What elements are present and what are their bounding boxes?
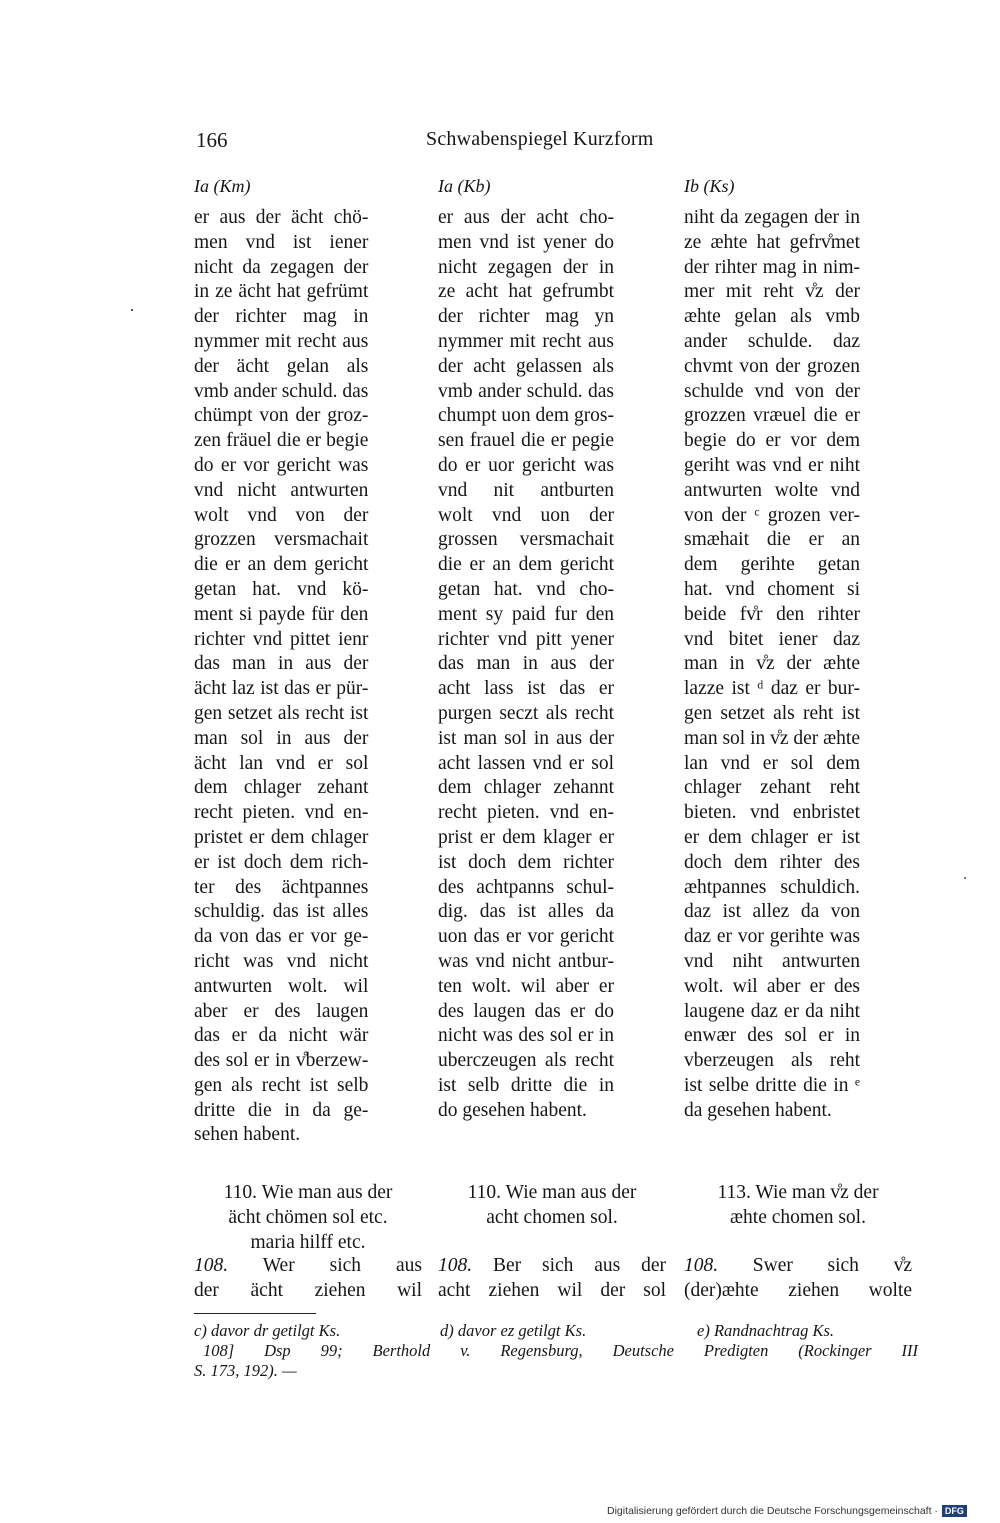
text-line: nicht da zegagen der (194, 256, 369, 278)
heading-line: ächt chömen sol etc. (228, 1207, 388, 1228)
heading-line: 110. Wie man aus der (467, 1182, 637, 1203)
text-line: æhte gelan als vmb (684, 306, 861, 328)
text-line: vnd bitet iener daz (684, 628, 861, 650)
text-line: schulde vnd von der (684, 380, 861, 402)
digitization-text: Digitalisierung gefördert durch die Deutsche Forschungsgemeinschaft · (607, 1505, 938, 1517)
text-line: nymmer mit recht aus (438, 330, 615, 352)
text-line: der ächt gelan als (194, 355, 369, 377)
text-line: prist er dem klager er (438, 826, 615, 848)
text-line: do er uor gericht was (438, 454, 615, 476)
text-line: smæhait die er an (684, 529, 861, 551)
text-line: dem chlager zehant (194, 777, 369, 799)
section-number: 108. (194, 1255, 229, 1276)
text-line: do gesehen habent. (438, 1099, 587, 1121)
section-start (684, 1254, 912, 1304)
text-line: men vnd ist iener (194, 231, 369, 253)
heading-line: acht chomen sol. (486, 1207, 618, 1228)
text-line: des sol er in v̊berzew- (194, 1050, 369, 1072)
section-start (194, 1254, 422, 1304)
section-number: 108. (684, 1255, 719, 1276)
column-siglum: Ia (Kb) (438, 176, 491, 196)
text-line: doch dem rihter des (684, 851, 861, 873)
text-line: laugene daz er da niht (684, 1000, 861, 1022)
section-text-line: Wer sich aus (262, 1255, 422, 1276)
text-line: nicht zegagen der in (438, 256, 615, 278)
text-line: grozzen vræuel die er (684, 405, 861, 427)
text-line: acht lass ist das er (438, 678, 615, 700)
text-line: vnd nit antburten (438, 479, 615, 501)
text-line: hat. vnd choment si (684, 578, 861, 600)
text-line: vmb ander schuld. das (194, 380, 369, 402)
text-line: men vnd ist yener do (438, 231, 615, 253)
text-line: pristet er dem chlager (194, 826, 369, 848)
footnote-c: c) davor dr getilgt Ks. (194, 1321, 341, 1340)
text-line: lazze ist ᵈ daz er bur- (684, 678, 861, 700)
text-line: aber er des laugen (194, 1000, 369, 1022)
text-line: zen fräuel die er begie (194, 430, 369, 452)
heading-line: æhte chomen sol. (730, 1207, 866, 1228)
text-line: chumpt uon dem gros- (438, 405, 615, 427)
text-line: er aus der acht cho- (438, 207, 615, 228)
text-line: daz ist allez da von (684, 901, 861, 923)
section-text-line: Ber sich aus der (492, 1255, 666, 1276)
text-line: chvmt von der grozen (684, 355, 861, 377)
footnote-reference-continued: S. 173, 192). — (194, 1361, 297, 1380)
text-line: von der ᶜ grozen ver- (684, 504, 861, 526)
column-body (194, 206, 368, 1148)
text-line: sen frauel die er pegie (438, 430, 615, 452)
footnote-e: e) Randnachtrag Ks. (697, 1321, 835, 1340)
column-body (438, 206, 614, 1123)
text-line: der richter mag yn (438, 306, 615, 328)
text-line: ist selbe dritte die in ᵉ (684, 1074, 861, 1096)
running-title: Schwabenspiegel Kurzform (426, 128, 654, 150)
text-line: des laugen das er do (438, 1000, 615, 1022)
text-line: niht da zegagen der in (684, 207, 861, 228)
text-line: vmb ander schuld. das (438, 380, 615, 402)
dfg-logo: DFG (942, 1505, 967, 1517)
text-line: richt was vnd nicht (194, 950, 369, 972)
text-line: ächt laz ist das er pür- (194, 678, 369, 700)
text-line: dritte die in da ge- (194, 1099, 369, 1121)
text-line: getan hat. vnd cho- (438, 578, 615, 600)
text-line: man sol in aus der (194, 727, 369, 749)
text-line: ander schulde. daz (684, 330, 861, 352)
text-line: wolt vnd uon der (438, 504, 615, 526)
text-line: mer mit reht v̊z der (684, 281, 861, 303)
text-line: recht pieten. vnd en- (194, 802, 369, 824)
text-line: antwurten wolte vnd (684, 479, 861, 501)
text-line: lan vnd er sol dem (684, 752, 861, 774)
scan-speck (964, 877, 966, 879)
text-line: der acht gelassen als (438, 355, 615, 377)
column-body (684, 206, 860, 1123)
section-text-line: Swer sich v̊z (752, 1255, 912, 1276)
text-line: das man in aus der (194, 653, 369, 675)
text-line: der richter mag in (194, 306, 369, 328)
text-line: antwurten wolt. wil (194, 975, 369, 997)
text-line: was vnd nicht antbur- (438, 950, 615, 972)
text-line: richter vnd pitt yener (438, 628, 615, 650)
text-line: das er da nicht wär (194, 1025, 369, 1047)
section-number: 108. (438, 1255, 473, 1276)
section-start (438, 1254, 666, 1304)
text-line: ist selb dritte die in (438, 1074, 615, 1096)
text-line: chümpt von der groz- (194, 405, 369, 427)
digitization-notice (607, 1505, 967, 1517)
section-text-line: acht ziehen wil der sol (438, 1279, 666, 1301)
text-line: grossen versmachait (438, 529, 615, 551)
text-line: uberczeugen als recht (438, 1050, 615, 1072)
text-line: æhtpannes schuldich. (684, 876, 861, 898)
text-line: chlager zehant reht (684, 777, 861, 799)
text-line: ze æhte hat gefrv̊met (684, 231, 861, 253)
text-line: ment si payde für den (194, 603, 369, 625)
text-line: er aus der ächt chö- (194, 207, 369, 228)
text-line: wolt. wil aber er des (684, 975, 861, 997)
text-line: dem gerihte getan (684, 554, 861, 576)
text-line: do er vor gericht was (194, 454, 369, 476)
text-line: begie do er vor dem (684, 430, 861, 452)
text-line: bieten. vnd enbristet (684, 802, 861, 824)
text-line: er dem chlager er ist (684, 826, 861, 848)
text-line: vnd nicht antwurten (194, 479, 369, 501)
column-siglum: Ib (Ks) (684, 176, 735, 196)
section-text-line: (der)æhte ziehen wolte (684, 1279, 912, 1301)
chapter-heading (194, 1180, 422, 1255)
chapter-heading (684, 1180, 912, 1230)
text-line: ze acht hat gefrumbt (438, 281, 615, 303)
text-line: ist man sol in aus der (438, 727, 615, 749)
text-line: beide fv̊r den rihter (684, 603, 861, 625)
footnote-d: d) davor ez getilgt Ks. (440, 1321, 587, 1340)
scan-speck (131, 309, 133, 311)
text-line: das man in aus der (438, 653, 615, 675)
text-line: man sol in v̊z der æhte (684, 727, 861, 749)
text-line: gen setzet als reht ist (684, 702, 861, 724)
text-line: ächt lan vnd er sol (194, 752, 369, 774)
text-line: nymmer mit recht aus (194, 330, 369, 352)
text-line: richter vnd pittet ienr (194, 628, 369, 650)
text-line: da gesehen habent. (684, 1099, 832, 1121)
text-line: wolt vnd von der (194, 504, 369, 526)
text-line: schuldig. das ist alles (194, 901, 369, 923)
text-line: enwær des sol er in (684, 1025, 861, 1047)
column-siglum: Ia (Km) (194, 176, 251, 196)
text-line: recht pieten. vnd en- (438, 802, 615, 824)
text-line: geriht was vnd er niht (684, 454, 861, 476)
heading-line: 110. Wie man aus der (223, 1182, 393, 1203)
text-line: sehen habent. (194, 1124, 301, 1146)
chapter-heading (438, 1180, 666, 1230)
section-text-line: der ächt ziehen wil (194, 1279, 422, 1301)
text-line: getan hat. vnd kö- (194, 578, 369, 600)
text-line: grozzen versmachait (194, 529, 369, 551)
footnote-reference: 108] Dsp 99; Berthold v. Regensburg, Deutsche Predigten (Rockinger III (203, 1341, 918, 1360)
text-line: dem chlager zehannt (438, 777, 615, 799)
text-line: gen setzet als recht ist (194, 702, 369, 724)
text-line: da von das er vor ge- (194, 926, 369, 948)
text-line: dig. das ist alles da (438, 901, 615, 923)
text-line: gen als recht ist selb (194, 1074, 369, 1096)
text-line: acht lassen vnd er sol (438, 752, 615, 774)
text-line: nicht was des sol er in (438, 1025, 615, 1047)
text-line: in ze ächt hat gefrümt (194, 281, 369, 303)
text-line: purgen seczt als recht (438, 702, 615, 724)
text-line: die er an dem gericht (194, 554, 369, 576)
text-line: ment sy paid fur den (438, 603, 615, 625)
heading-line: maria hilff etc. (250, 1232, 366, 1253)
text-line: ter des ächtpannes (194, 876, 369, 898)
text-line: die er an dem gericht (438, 554, 615, 576)
text-line: ist doch dem richter (438, 851, 615, 873)
heading-line: 113. Wie man v̊z der (717, 1182, 879, 1203)
text-line: vnd niht antwurten (684, 950, 861, 972)
footnote-rule (194, 1313, 316, 1314)
text-line: uon das er vor gericht (438, 926, 615, 948)
text-line: der rihter mag in nim- (684, 256, 861, 278)
page-number: 166 (196, 128, 228, 152)
text-line: vberzeugen als reht (684, 1050, 861, 1072)
text-line: des achtpanns schul- (438, 876, 615, 898)
text-line: man in v̊z der æhte (684, 653, 861, 675)
text-line: daz er vor gerihte was (684, 926, 861, 948)
text-line: er ist doch dem rich- (194, 851, 369, 873)
text-line: ten wolt. wil aber er (438, 975, 615, 997)
